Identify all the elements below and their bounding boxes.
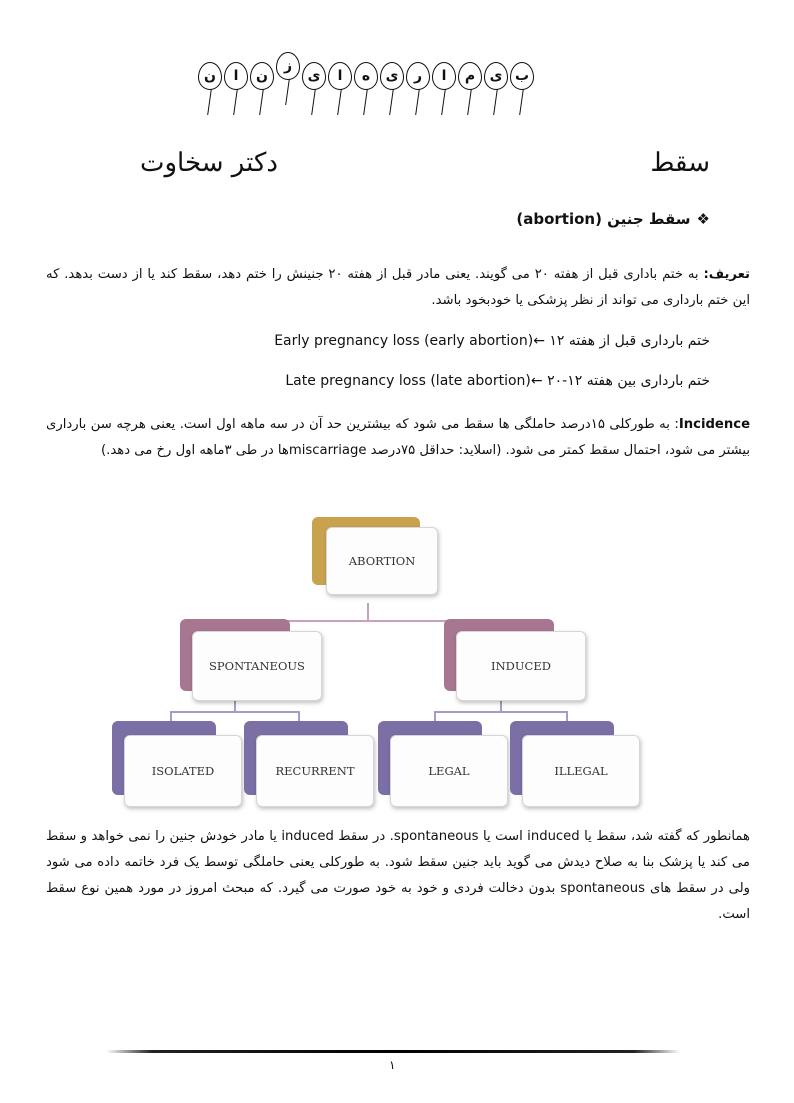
node-illegal-label: ILLEGAL [522, 735, 640, 807]
node-legal-label: LEGAL [390, 735, 508, 807]
connector [170, 711, 300, 713]
balloon-letter [302, 62, 326, 118]
topic-title: سقط [650, 148, 710, 178]
balloon-letter [250, 62, 274, 118]
balloon-letter-text: ا [328, 62, 352, 90]
balloon-string [259, 89, 264, 115]
balloon-letter [354, 62, 378, 118]
section-title: سقط جنین (abortion) [516, 210, 691, 228]
node-recurrent [244, 721, 374, 807]
title-banner [196, 52, 536, 118]
balloon-letter [458, 62, 482, 118]
conclusion-paragraph: همانطور که گفته شد، سقط یا induced است یا spontaneous. در سقط induced یا مادر خودش جنین را نمی خواهد و سقط می کند یا پزشک بنا به صلاح دیدش می گوید باید جنین سقط شود. به طورکلی یعنی حاملگی توسط یک فرد خاتمه داده می شود ولی در سقط های spontaneous بدون دخالت فردی و خود به خود صورت می گیرد. که مبحث امروز در مورد همین نوع سقط است. [46, 829, 750, 922]
node-induced [444, 619, 594, 701]
incidence-text: : به طورکلی ۱۵درصد حاملگی ها سقط می شود که بیشترین حد آن در سه ماهه اول است. یعنی هرچه سن بارداری بیشتر می شود، احتمال سقط کمتر می شود. (اسلاید: حداقل ۷۵درصد miscarriageها در طی ۳ماهه اول رخ می دهد.) [46, 417, 750, 458]
author-name: دکتر سخاوت [140, 148, 278, 178]
balloon-letter-text: ن [198, 62, 222, 90]
incidence-term: Incidence [678, 417, 751, 432]
node-illegal [510, 721, 640, 807]
balloon-letter-text: ه [354, 62, 378, 90]
balloon-letter-text: ی [484, 62, 508, 90]
connector [434, 711, 568, 713]
node-abortion-label: ABORTION [326, 527, 438, 595]
section-heading [516, 210, 710, 228]
balloon-letter [224, 62, 248, 118]
definition-text: به ختم باداری قبل از هفته ۲۰ می گویند. یعنی مادر قبل از هفته ۲۰ جنینش را ختم دهد، سقط کند یا از دست بدهد. که این ختم بارداری می تواند از نظر پزشکی یا خودبخود باشد. [46, 267, 750, 308]
balloon-letter-text: م [458, 62, 482, 90]
balloon-string [233, 89, 238, 115]
node-induced-label: INDUCED [456, 631, 586, 701]
balloon-string [389, 89, 394, 115]
balloon-string [415, 89, 420, 115]
page-number: ۱ [389, 1058, 396, 1072]
balloon-letter [198, 62, 222, 118]
diamond-bullet-icon: ❖ [696, 210, 710, 228]
loss-type-early: ختم بارداری قبل از هفته ۱۲ ←Early pregnancy loss (early abortion) [274, 333, 710, 349]
node-legal [378, 721, 508, 807]
balloon-string [207, 89, 212, 115]
balloon-string [285, 79, 290, 105]
definition-term: تعریف: [703, 267, 751, 282]
balloon-letter-text: ن [250, 62, 274, 90]
balloon-string [337, 89, 342, 115]
footer-divider [106, 1050, 680, 1053]
balloon-letter [484, 62, 508, 118]
node-isolated-label: ISOLATED [124, 735, 242, 807]
balloon-string [519, 89, 524, 115]
balloon-letter [328, 62, 352, 118]
balloon-letter-text: ا [432, 62, 456, 90]
balloon-letter-text: ر [406, 62, 430, 90]
balloon-letter [432, 62, 456, 118]
balloon-letter [406, 62, 430, 118]
balloon-letter-text: ی [380, 62, 404, 90]
balloon-string [441, 89, 446, 115]
node-recurrent-label: RECURRENT [256, 735, 374, 807]
balloon-letter-text: ی [302, 62, 326, 90]
balloon-letter-text: ب [510, 62, 534, 90]
connector [367, 603, 369, 621]
node-spontaneous-label: SPONTANEOUS [192, 631, 322, 701]
node-spontaneous [180, 619, 330, 701]
node-isolated [112, 721, 242, 807]
balloon-string [467, 89, 472, 115]
node-abortion [312, 517, 438, 595]
balloon-letter-text: ز [276, 52, 300, 80]
balloon-letter-text: ا [224, 62, 248, 90]
incidence-paragraph [46, 412, 750, 464]
balloon-string [311, 89, 316, 115]
balloon-string [363, 89, 368, 115]
balloon-string [493, 89, 498, 115]
balloon-letter [276, 52, 300, 108]
balloon-letter [380, 62, 404, 118]
balloon-letter [510, 62, 534, 118]
abortion-classification-diagram [108, 515, 638, 810]
loss-type-late: ختم بارداری بین هفته ۱۲-۲۰ ←Late pregnancy loss (late abortion) [285, 373, 710, 389]
definition-paragraph [46, 262, 750, 314]
